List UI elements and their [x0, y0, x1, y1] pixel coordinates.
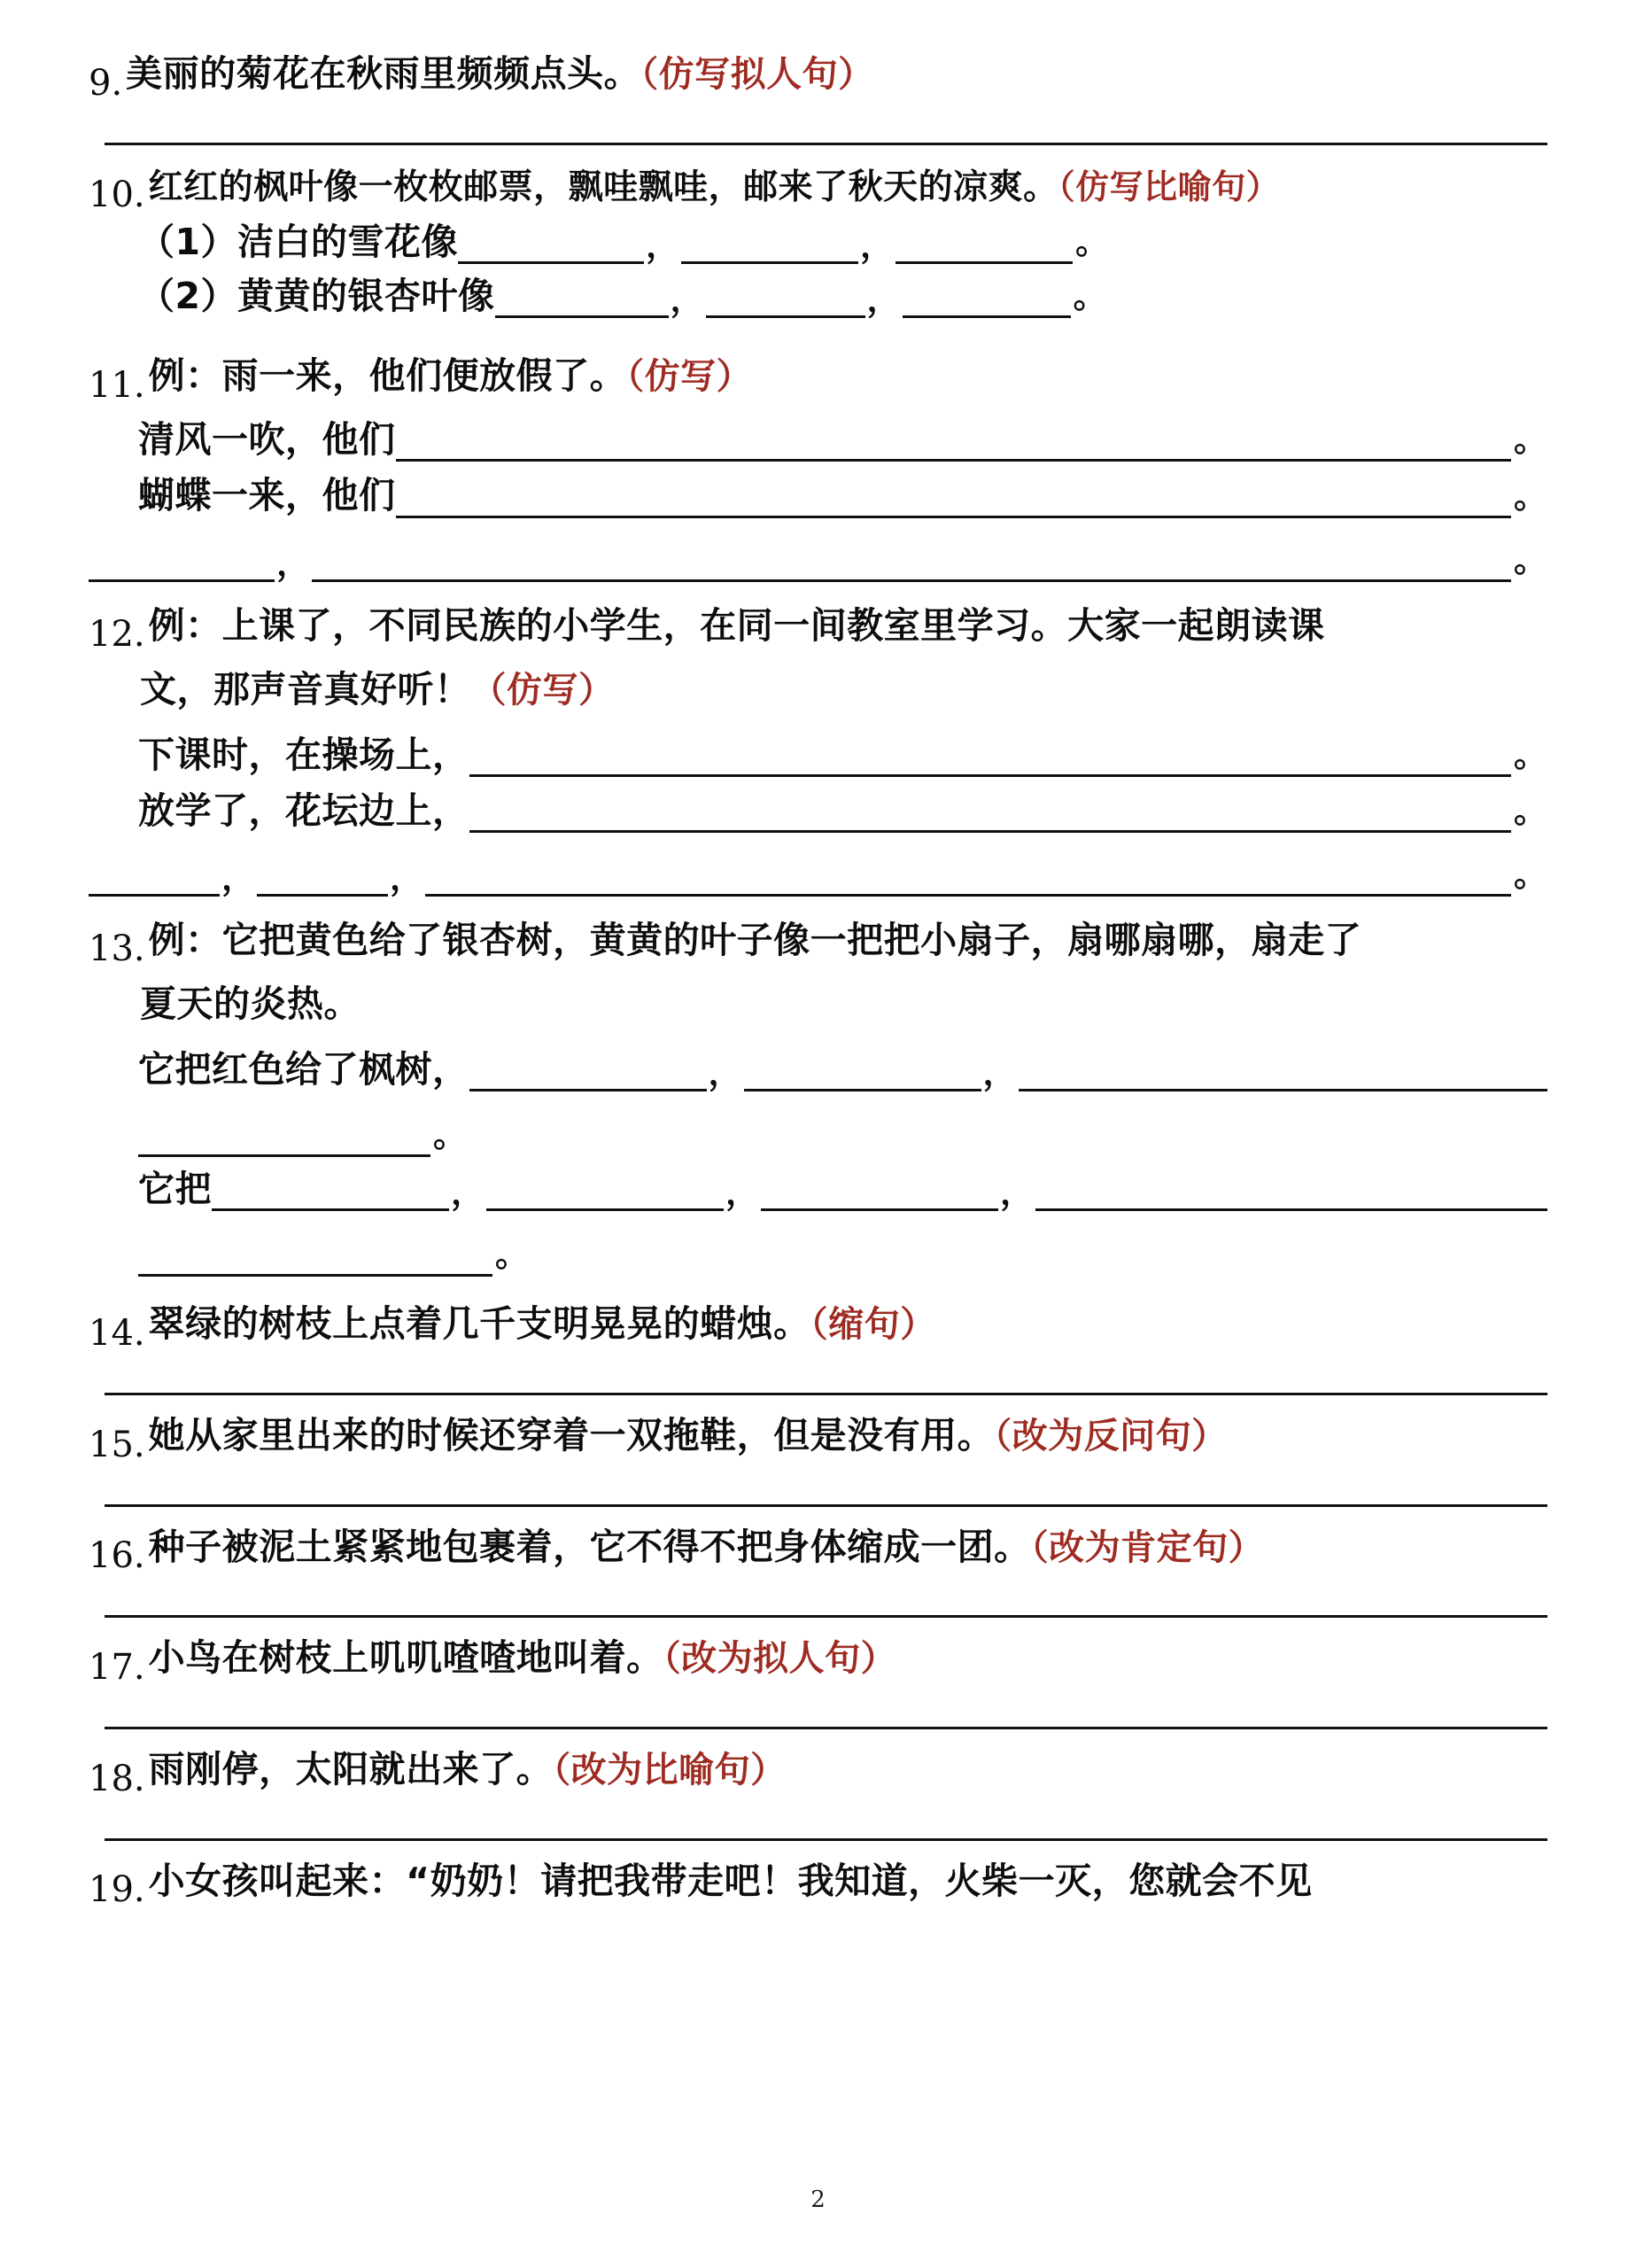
question-19: [89, 1841, 1547, 1911]
question-10: [89, 145, 1547, 319]
question-13-line-2-end: 。: [495, 1235, 530, 1275]
question-13-line-2-blank-3[interactable]: [761, 1178, 998, 1211]
question-16-number: 16.: [89, 1535, 145, 1577]
question-12-line-3-end: 。: [1513, 855, 1547, 895]
question-11: [89, 318, 1547, 581]
question-10-sub-1-blank-3[interactable]: [896, 231, 1073, 264]
question-13-line-2: [89, 1168, 1547, 1211]
question-11-line-2-end: 。: [1513, 476, 1547, 516]
question-14-hint: （缩句）: [810, 1304, 936, 1346]
question-12-line-1-lead: 下课时，在操场上，: [138, 733, 469, 776]
question-13-line-2-wrap: [89, 1235, 1547, 1277]
question-13-text-line-2: 夏天的炎热。: [140, 983, 361, 1026]
question-12-line-3-sep-2: ，: [390, 858, 424, 898]
question-16-text: 种子被泥土紧紧地包裹着，它不得不把身体缩成一团。（改为肯定句）: [148, 1525, 1265, 1568]
question-11-line-2: [89, 474, 1547, 517]
question-10-sub-2-blank-1[interactable]: [495, 285, 669, 318]
question-14-number: 14.: [89, 1312, 145, 1354]
question-13-line-2-sep-2: ，: [725, 1173, 760, 1213]
question-11-line-3-sep: ，: [276, 543, 311, 583]
question-14: [89, 1277, 1547, 1395]
question-17-number: 17.: [89, 1647, 145, 1689]
question-17-hint: （改为拟人句）: [663, 1638, 897, 1680]
question-13-line-1-blank-1[interactable]: [469, 1059, 707, 1091]
question-10-hint: （仿写比喻句）: [1058, 167, 1281, 206]
question-9-text: 美丽的菊花在秋雨里频频点头。（仿写拟人句）: [126, 52, 874, 95]
question-13-line-1-blank-3[interactable]: [1019, 1059, 1547, 1091]
question-10-sub-2: [89, 275, 1547, 318]
question-11-line-3-end: 。: [1513, 540, 1547, 579]
question-12-text-line-1: 例：上课了，不同民族的小学生，在同一间教室里学习。大家一起朗读课: [148, 603, 1325, 647]
question-11-line-3-blank-1[interactable]: [89, 549, 275, 582]
question-11-line-3-blank-2[interactable]: [312, 549, 1511, 582]
question-11-line-1: [89, 418, 1547, 462]
question-10-sub-2-blank-3[interactable]: [903, 285, 1071, 318]
question-11-line-1-end: 。: [1513, 420, 1547, 460]
question-10-sub-1-end: 。: [1075, 222, 1110, 262]
question-12-line-1-end: 。: [1513, 734, 1547, 774]
question-13-line-1-wrap: [89, 1115, 1547, 1157]
question-10-sub-2-sep-1: ，: [670, 280, 704, 320]
question-12-line-3-blank-2[interactable]: [257, 864, 388, 897]
question-12-line-1: [89, 734, 1547, 777]
question-12-line-3-sep-1: ，: [221, 858, 256, 898]
question-13-line-2-sep-3: ，: [1000, 1173, 1035, 1213]
question-12-line-2: [89, 789, 1547, 833]
question-12-line-2-lead: 放学了，花坛边上，: [138, 788, 469, 832]
question-16-hint: （改为肯定句）: [1030, 1526, 1265, 1568]
question-13-line-2-lead: 它把: [138, 1167, 212, 1210]
question-11-line-1-blank[interactable]: [396, 429, 1511, 462]
question-15-number: 15.: [89, 1424, 145, 1465]
question-11-number: 11.: [89, 365, 145, 407]
question-11-line-1-lead: 清风一吹，他们: [138, 418, 396, 462]
question-13-line-2-blank-2[interactable]: [486, 1178, 724, 1211]
question-18: [89, 1729, 1547, 1841]
question-13-line-1-blank-2[interactable]: [744, 1059, 981, 1091]
question-10-sub-1: [89, 221, 1547, 264]
question-10-sub-1-blank-1[interactable]: [458, 231, 644, 264]
question-12-hint: （仿写）: [470, 669, 615, 711]
question-12-line-2-end: 。: [1513, 791, 1547, 831]
question-10-sub-1-label: （1）洁白的雪花像: [138, 221, 459, 264]
question-18-number: 18.: [89, 1759, 145, 1800]
question-12-number: 12.: [89, 613, 145, 655]
question-19-text: 小女孩叫起来：“奶奶！请把我带走吧！我知道，火柴一灭，您就会不见: [148, 1860, 1313, 1903]
question-10-sub-2-label: （2）黄黄的银杏叶像: [138, 275, 495, 318]
question-15: [89, 1395, 1547, 1507]
question-12-text-line-2: 文，那声音真好听！（仿写）: [140, 667, 615, 711]
question-13-line-1-lead: 它把红色给了枫树，: [138, 1047, 469, 1091]
question-16: [89, 1507, 1547, 1619]
question-11-line-2-blank[interactable]: [396, 485, 1511, 518]
question-10-number: 10.: [89, 175, 145, 216]
question-12-line-2-blank[interactable]: [469, 800, 1511, 833]
question-13-line-1-blank-4[interactable]: [138, 1124, 430, 1157]
question-13-line-2-blank-4[interactable]: [1035, 1178, 1547, 1211]
question-12: [89, 582, 1547, 897]
question-12-line-3-blank-3[interactable]: [425, 864, 1511, 897]
question-18-text: 雨刚停，太阳就出来了。（改为比喻句）: [148, 1748, 787, 1791]
question-9-hint: （仿写拟人句）: [640, 54, 874, 95]
question-10-sub-2-end: 。: [1073, 276, 1107, 316]
question-17-text: 小鸟在树枝上叽叽喳喳地叫着。（改为拟人句）: [148, 1636, 897, 1680]
question-15-hint: （改为反问句）: [994, 1415, 1228, 1456]
question-11-text: 例：雨一来，他们便放假了。（仿写）: [148, 354, 753, 398]
question-9: [89, 0, 1547, 145]
page-number: 2: [810, 2186, 826, 2213]
question-10-sub-1-blank-2[interactable]: [681, 231, 858, 264]
question-10-sub-1-sep-1: ，: [646, 226, 680, 266]
question-12-line-3-blank-1[interactable]: [89, 864, 220, 897]
question-10-sub-2-sep-2: ，: [866, 280, 901, 320]
question-13-line-2-blank-5[interactable]: [138, 1244, 492, 1277]
question-13: [89, 897, 1547, 1277]
question-15-text: 她从家里出来的时候还穿着一双拖鞋，但是没有用。（改为反问句）: [148, 1413, 1228, 1456]
question-13-line-2-sep-1: ，: [451, 1173, 485, 1213]
question-13-number: 13.: [89, 928, 145, 970]
question-12-line-1-blank[interactable]: [469, 744, 1511, 777]
question-11-hint: （仿写）: [626, 356, 753, 398]
question-9-number: 9.: [89, 62, 123, 104]
question-11-line-3: [89, 540, 1547, 583]
question-17: [89, 1618, 1547, 1729]
question-10-sub-1-sep-2: ，: [860, 226, 895, 266]
question-19-number: 19.: [89, 1869, 145, 1911]
question-13-text-line-1: 例：它把黄色给了银杏树，黄黄的叶子像一把把小扇子，扇哪扇哪，扇走了: [148, 919, 1362, 962]
question-13-line-1: [89, 1048, 1547, 1091]
question-13-line-1-end: 。: [433, 1115, 468, 1154]
question-10-sub-2-blank-2[interactable]: [706, 285, 865, 318]
question-13-line-1-sep-1: ，: [708, 1052, 742, 1092]
question-12-line-3: [89, 855, 1547, 898]
question-11-line-2-lead: 蝴蝶一来，他们: [138, 474, 396, 517]
question-13-line-2-blank-1[interactable]: [212, 1178, 449, 1211]
question-14-text: 翠绿的树枝上点着几千支明晃晃的蜡烛。（缩句）: [148, 1302, 936, 1346]
question-13-line-1-sep-2: ，: [982, 1052, 1017, 1092]
question-10-text: 红红的枫叶像一枚枚邮票，飘哇飘哇，邮来了秋天的凉爽。（仿写比喻句）: [148, 167, 1281, 207]
question-18-hint: （改为比喻句）: [553, 1750, 787, 1791]
